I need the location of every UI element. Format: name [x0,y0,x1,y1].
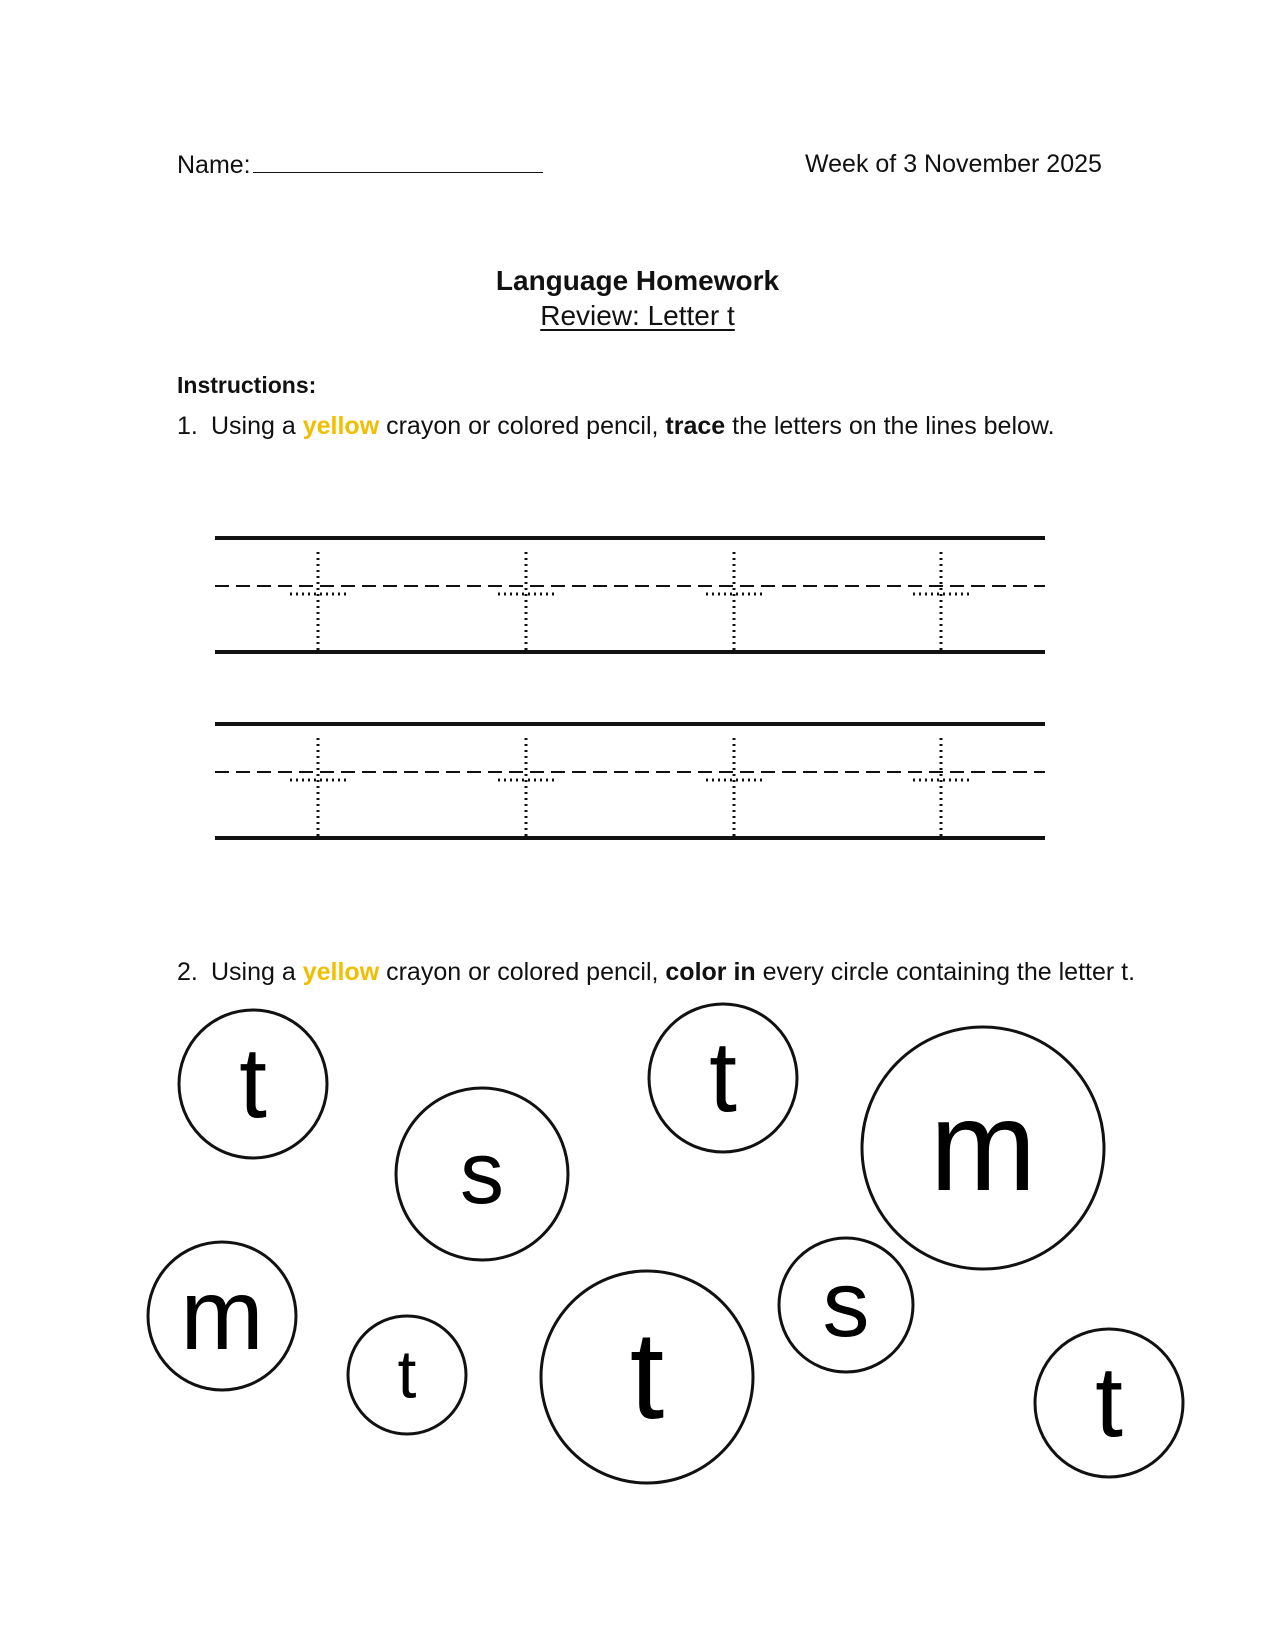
instruction-2-color-word: yellow [302,958,380,986]
circle-letter-t [1035,1329,1183,1477]
instruction-2-post: every circle containing the letter t. [755,958,1136,986]
circle-letter-text: t [397,1336,417,1413]
circle-letter-text: t [709,1021,737,1133]
circle-letter-s [396,1088,568,1260]
instruction-2-pre: Using a [211,958,303,986]
instruction-1-bold: trace [665,412,726,440]
circle-letter-text: m [929,1075,1037,1219]
circle-letter-t [649,1004,797,1152]
circle-letter-s [779,1238,913,1372]
instruction-1-number: 1. [177,412,198,440]
circle-letter-text: s [460,1123,504,1223]
circle-letter-t [541,1271,753,1483]
instruction-1-post: the letters on the lines below. [725,412,1055,440]
page-title: Language Homework [495,265,780,296]
circle-letter-m [148,1242,296,1390]
instruction-2-number: 2. [177,958,198,986]
instruction-1-pre: Using a [211,412,303,440]
circle-letter-text: t [1095,1346,1123,1458]
circle-letter-text: m [180,1259,264,1371]
circle-letter-m [862,1027,1104,1269]
circle-letter-text: t [239,1027,267,1139]
instruction-1-mid: crayon or colored pencil, [379,412,666,440]
subtitle-text: Review: Letter t [540,300,735,331]
week-date: Week of 3 November 2025 [805,150,1102,178]
instructions-heading: Instructions: [177,372,317,398]
circle-letter-text: t [629,1306,665,1445]
instruction-1-color-word: yellow [302,412,380,440]
circle-letter-t [179,1010,327,1158]
instruction-2-bold: color in [665,958,756,986]
name-label: Name: [177,151,251,179]
circle-letter-text: s [822,1251,870,1357]
instruction-2-mid: crayon or colored pencil, [379,958,666,986]
circle-letter-t [348,1316,466,1434]
